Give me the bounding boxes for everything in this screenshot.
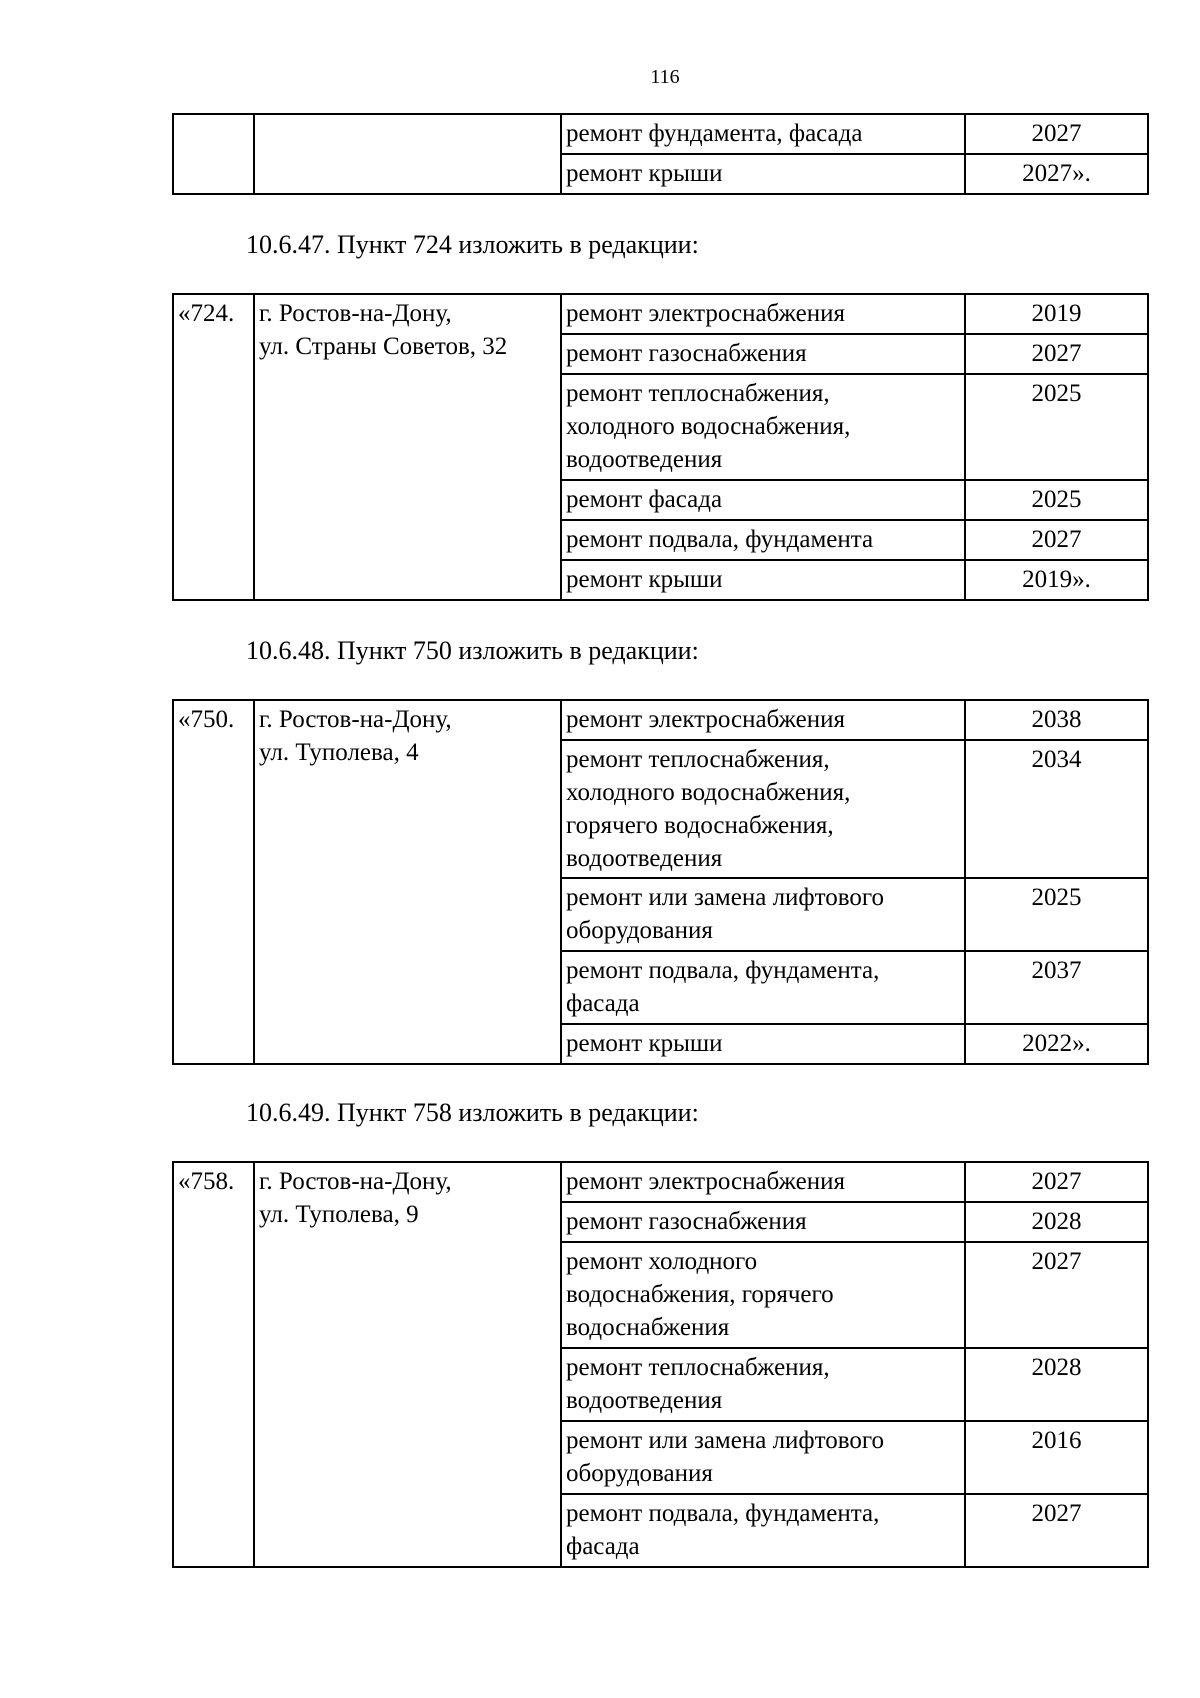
year-cell: 2028 bbox=[965, 1348, 1148, 1421]
year-cell: 2027». bbox=[965, 154, 1148, 194]
work-cell: ремонт или замена лифтового оборудования bbox=[561, 878, 965, 951]
year-cell: 2038 bbox=[965, 700, 1148, 740]
work-cell: ремонт электроснабжения bbox=[561, 294, 965, 334]
year-cell: 2025 bbox=[965, 374, 1148, 480]
table-row bbox=[173, 1162, 1148, 1202]
table-row bbox=[173, 294, 1148, 334]
year-cell: 2027 bbox=[965, 1162, 1148, 1202]
work-cell: ремонт электроснабжения bbox=[561, 700, 965, 740]
work-cell: ремонт подвала, фундамента, фасада bbox=[561, 1494, 965, 1567]
work-cell: ремонт газоснабжения bbox=[561, 1202, 965, 1242]
section-heading-758: 10.6.49. Пункт 758 изложить в редакции: bbox=[246, 1098, 699, 1127]
work-cell: ремонт газоснабжения bbox=[561, 334, 965, 374]
work-table-724 bbox=[172, 293, 1149, 601]
work-cell: ремонт крыши bbox=[561, 560, 965, 600]
section-heading-750: 10.6.48. Пункт 750 изложить в редакции: bbox=[246, 636, 699, 665]
year-cell: 2027 bbox=[965, 1242, 1148, 1348]
table-row bbox=[173, 114, 1148, 154]
year-cell: 2037 bbox=[965, 951, 1148, 1024]
section-heading-724: 10.6.47. Пункт 724 изложить в редакции: bbox=[246, 230, 699, 259]
year-cell: 2028 bbox=[965, 1202, 1148, 1242]
work-cell: ремонт теплоснабжения, холодного водоснабжения, горячего водоснабжения, водоотведения bbox=[561, 740, 965, 878]
year-cell: 2022». bbox=[965, 1024, 1148, 1064]
item-number: «724. bbox=[173, 294, 254, 600]
work-table-750 bbox=[172, 699, 1149, 1065]
item-address: г. Ростов-на-Дону, ул. Туполева, 4 bbox=[254, 700, 561, 1064]
work-table-continuation bbox=[172, 113, 1149, 195]
work-cell: ремонт фундамента, фасада bbox=[561, 114, 965, 154]
year-cell: 2027 bbox=[965, 334, 1148, 374]
year-cell: 2025 bbox=[965, 878, 1148, 951]
work-cell: ремонт крыши bbox=[561, 1024, 965, 1064]
work-cell: ремонт холодного водоснабжения, горячего водоснабжения bbox=[561, 1242, 965, 1348]
table-row bbox=[173, 700, 1148, 740]
work-cell: ремонт подвала, фундамента, фасада bbox=[561, 951, 965, 1024]
year-cell: 2025 bbox=[965, 480, 1148, 520]
item-address: г. Ростов-на-Дону, ул. Страны Советов, 32 bbox=[254, 294, 561, 600]
year-cell: 2019». bbox=[965, 560, 1148, 600]
work-cell: ремонт теплоснабжения, водоотведения bbox=[561, 1348, 965, 1421]
item-address bbox=[254, 114, 561, 194]
work-cell: ремонт или замена лифтового оборудования bbox=[561, 1421, 965, 1494]
work-cell: ремонт теплоснабжения, холодного водоснабжения, водоотведения bbox=[561, 374, 965, 480]
item-number bbox=[173, 114, 254, 194]
year-cell: 2019 bbox=[965, 294, 1148, 334]
work-cell: ремонт фасада bbox=[561, 480, 965, 520]
work-cell: ремонт электроснабжения bbox=[561, 1162, 965, 1202]
work-cell: ремонт подвала, фундамента bbox=[561, 520, 965, 560]
page-number: 116 bbox=[650, 66, 680, 88]
year-cell: 2027 bbox=[965, 114, 1148, 154]
item-address: г. Ростов-на-Дону, ул. Туполева, 9 bbox=[254, 1162, 561, 1567]
item-number: «750. bbox=[173, 700, 254, 1064]
year-cell: 2027 bbox=[965, 1494, 1148, 1567]
item-number: «758. bbox=[173, 1162, 254, 1567]
year-cell: 2034 bbox=[965, 740, 1148, 878]
work-table-758 bbox=[172, 1161, 1149, 1568]
year-cell: 2027 bbox=[965, 520, 1148, 560]
work-cell: ремонт крыши bbox=[561, 154, 965, 194]
year-cell: 2016 bbox=[965, 1421, 1148, 1494]
